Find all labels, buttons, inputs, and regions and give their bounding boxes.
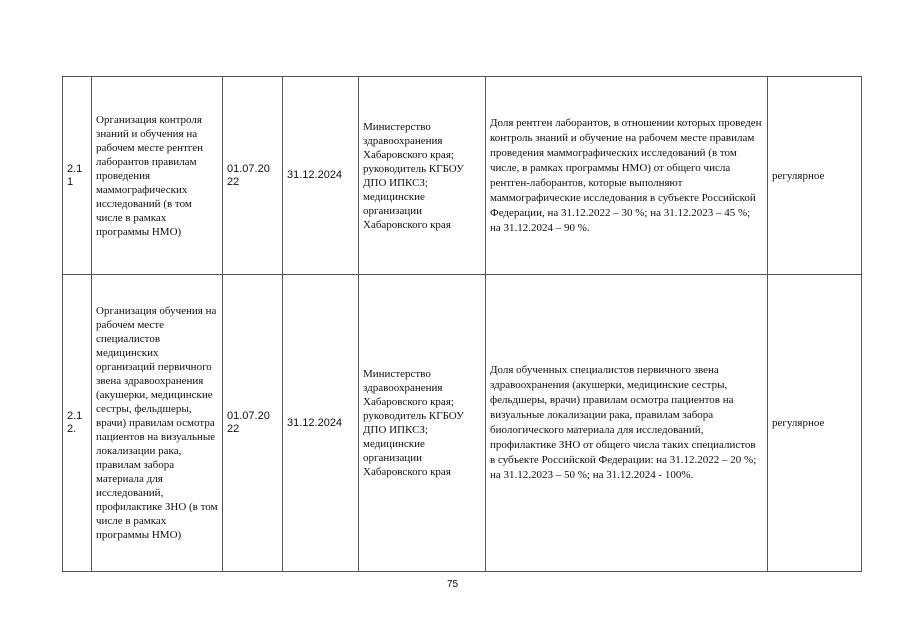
event-description: Организация контроля знаний и обучения на рабочем месте рентген лаборантов правилам проведения маммографических исследований (в том числе в рамках программы НМО) <box>92 77 223 275</box>
executor: Министерство здравоохранения Хабаровского края; руководитель КГБОУ ДПО ИПКСЗ; медицинские организации Хабаровского края <box>359 77 486 275</box>
item-number: 2.1 2. <box>63 275 92 572</box>
item-number: 2.1 1 <box>63 77 92 275</box>
page-number: 75 <box>446 579 459 590</box>
target-indicator: Доля обученных специалистов первичного звена здравоохранения (акушерки, медицинские сестры, фельдшеры, врачи) правилам осмотра пациентов на визуальные локализации рака, правилам забора биологического материала для исследований, профилактике ЗНО от общего числа таких специалистов в субъекте Российской Федерации: на 31.12.2022 – 20 %; на 31.12.2023 – 50 %; на 31.12.2024 - 100%. <box>486 275 768 572</box>
event-character: регулярное <box>768 77 862 275</box>
measures-table <box>62 76 862 572</box>
end-date: 31.12.2024 <box>283 275 359 572</box>
target-indicator: Доля рентген лаборантов, в отношении которых проведен контроль знаний и обучение на рабочем месте правилам проведения маммографических исследований (в том числе, в рамках программы НМО) от общего числа рентген-лаборантов, которые выполняют маммографические исследования в субъекте Российской Федерации, на 31.12.2022 – 30 %; на 31.12.2023 – 45 %; на 31.12.2024 – 90 %. <box>486 77 768 275</box>
executor: Министерство здравоохранения Хабаровского края; руководитель КГБОУ ДПО ИПКСЗ; медицинские организации Хабаровского края <box>359 275 486 572</box>
table-row <box>63 275 862 572</box>
start-date: 01.07.20 22 <box>223 275 283 572</box>
event-description: Организация обучения на рабочем месте специалистов медицинских организаций первичного звена здравоохранения (акушерки, медицинские сестры, фельдшеры, врачи) правилам осмотра пациентов на визуальные локализации рака, правилам забора материала для исследований, профилактике ЗНО (в том числе в рамках программы НМО) <box>92 275 223 572</box>
event-character: регулярное <box>768 275 862 572</box>
end-date: 31.12.2024 <box>283 77 359 275</box>
table-row <box>63 77 862 275</box>
start-date: 01.07.20 22 <box>223 77 283 275</box>
